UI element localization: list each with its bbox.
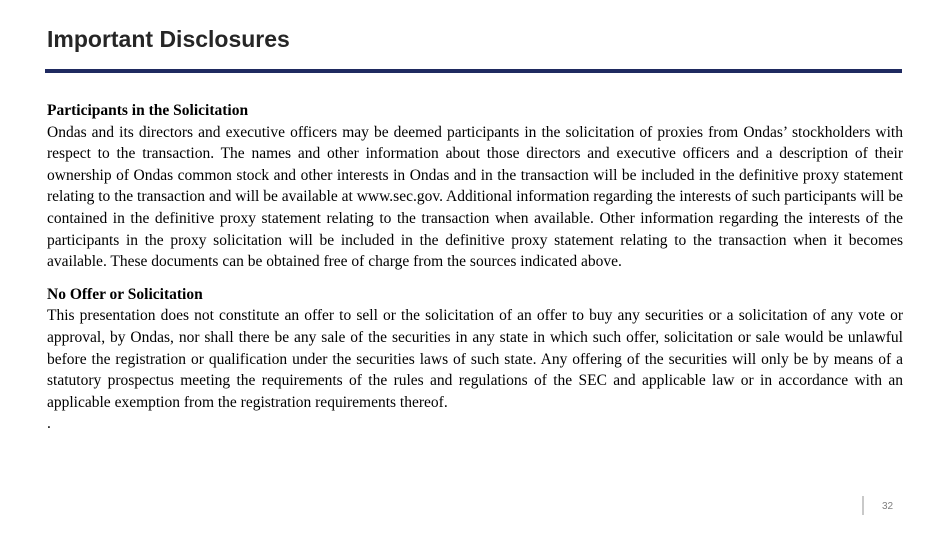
- page-number: 32: [882, 501, 894, 512]
- section-body: This presentation does not constitute an offer to sell or the solicitation of an offer to buy any securities or a solicitation of any vote or approval, by Ondas, nor shall there be any sale of the securities in any state in which such offer, solicitation or sale would be unlawful before the registration or qualification under the securities laws of such state. Any offering of the securities will only be by means of a statutory prospectus meeting the requirements of the rules and regulations of the SEC and applicable law or in accordance with an applicable exemption from the registration requirements thereof.: [47, 307, 903, 411]
- section-participants: [47, 100, 903, 273]
- page-title: Important Disclosures: [47, 26, 290, 52]
- body-text-block: [47, 100, 903, 435]
- section-body: Ondas and its directors and executive officers may be deemed participants in the solicitation of proxies from Ondas’ stockholders with respect to the transaction. The names and other information about those directors and executive officers and a description of their ownership of Ondas common stock and other interests in Ondas and in the transaction will be included in the definitive proxy statement relating to the transaction and will be available at www.sec.gov. Additional information regarding the interests of such participants will be contained in the definitive proxy statement relating to the transaction when available. Other information regarding the interests of the participants in the proxy solicitation will be included in the definitive proxy statement relating to the transaction when it becomes available. These documents can be obtained free of charge from the sources indicated above.: [47, 123, 903, 271]
- section-heading: No Offer or Solicitation: [47, 285, 203, 303]
- slide-header: [0, 0, 950, 53]
- title-divider: [45, 69, 902, 73]
- section-no-offer: [47, 284, 903, 414]
- trailing-period: .: [47, 415, 51, 433]
- section-heading: Participants in the Solicitation: [47, 102, 249, 119]
- footer-divider: [862, 496, 864, 515]
